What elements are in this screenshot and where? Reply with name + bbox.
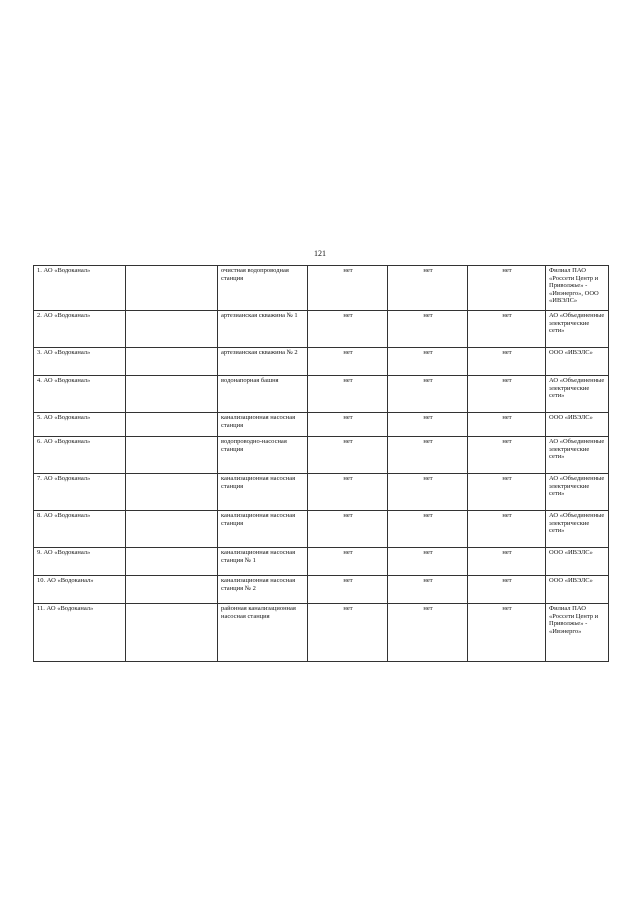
value-cell: нет [308, 604, 388, 662]
org-cell: 3. АО «Водоканал» [34, 348, 126, 376]
org-cell: 10. АО «Водоканал» [34, 576, 126, 604]
value-cell: нет [468, 376, 546, 413]
value-cell: нет [388, 413, 468, 437]
value-cell: нет [388, 576, 468, 604]
consumer-cell: АО «Объединенные электрические сети» [546, 311, 609, 348]
consumer-cell: Филиал ПАО «Россети Центр и Приволжье» - «Ивэнерго» [546, 604, 609, 662]
table-row [34, 511, 609, 548]
object-cell: водопроводно-насосная станция [218, 437, 308, 474]
empty-cell [126, 437, 218, 474]
org-cell: 9. АО «Водоканал» [34, 548, 126, 576]
value-cell: нет [388, 266, 468, 311]
org-cell: 5. АО «Водоканал» [34, 413, 126, 437]
object-cell: канализационная насосная станция [218, 413, 308, 437]
org-cell: 1. АО «Водоканал» [34, 266, 126, 311]
empty-cell [126, 511, 218, 548]
org-cell: 11. АО «Водоканал» [34, 604, 126, 662]
table-row [34, 604, 609, 662]
table-row [34, 548, 609, 576]
data-table [33, 265, 609, 662]
table-row [34, 311, 609, 348]
consumer-cell: АО «Объединенные электрические сети» [546, 376, 609, 413]
value-cell: нет [468, 266, 546, 311]
object-cell: канализационная насосная станция № 2 [218, 576, 308, 604]
empty-cell [126, 348, 218, 376]
object-cell: канализационная насосная станция [218, 511, 308, 548]
value-cell: нет [308, 376, 388, 413]
value-cell: нет [308, 437, 388, 474]
org-cell: 7. АО «Водоканал» [34, 474, 126, 511]
object-cell: водонапорная башня [218, 376, 308, 413]
consumer-cell: АО «Объединенные электрические сети» [546, 511, 609, 548]
value-cell: нет [468, 348, 546, 376]
value-cell: нет [468, 548, 546, 576]
value-cell: нет [468, 311, 546, 348]
value-cell: нет [388, 511, 468, 548]
value-cell: нет [388, 474, 468, 511]
page-number: 121 [314, 249, 326, 258]
table-row [34, 437, 609, 474]
value-cell: нет [308, 413, 388, 437]
value-cell: нет [468, 413, 546, 437]
table-row [34, 576, 609, 604]
empty-cell [126, 548, 218, 576]
consumer-cell: АО «Объединенные электрические сети» [546, 474, 609, 511]
object-cell: очистная водопроводная станция [218, 266, 308, 311]
org-cell: 2. АО «Водоканал» [34, 311, 126, 348]
table-row [34, 474, 609, 511]
empty-cell [126, 376, 218, 413]
table-row [34, 413, 609, 437]
consumer-cell: ООО «ИВЭЛС» [546, 413, 609, 437]
consumer-cell: Филиал ПАО «Россети Центр и Приволжье» - «Ивэнерго», ООО «ИВЭЛС» [546, 266, 609, 311]
object-cell: районная канализационная насосная станция [218, 604, 308, 662]
table-row [34, 266, 609, 311]
value-cell: нет [388, 604, 468, 662]
empty-cell [126, 604, 218, 662]
empty-cell [126, 576, 218, 604]
table-row [34, 376, 609, 413]
value-cell: нет [308, 548, 388, 576]
value-cell: нет [468, 604, 546, 662]
value-cell: нет [308, 576, 388, 604]
object-cell: канализационная насосная станция [218, 474, 308, 511]
consumer-cell: ООО «ИВЭЛС» [546, 576, 609, 604]
value-cell: нет [388, 437, 468, 474]
value-cell: нет [468, 474, 546, 511]
value-cell: нет [468, 437, 546, 474]
object-cell: артезианская скважина № 2 [218, 348, 308, 376]
consumer-cell: ООО «ИВЭЛС» [546, 548, 609, 576]
empty-cell [126, 413, 218, 437]
value-cell: нет [468, 576, 546, 604]
object-cell: артезианская скважина № 1 [218, 311, 308, 348]
table-row [34, 348, 609, 376]
value-cell: нет [308, 474, 388, 511]
value-cell: нет [388, 348, 468, 376]
value-cell: нет [308, 311, 388, 348]
value-cell: нет [308, 511, 388, 548]
empty-cell [126, 474, 218, 511]
empty-cell [126, 266, 218, 311]
value-cell: нет [468, 511, 546, 548]
org-cell: 8. АО «Водоканал» [34, 511, 126, 548]
empty-cell [126, 311, 218, 348]
value-cell: нет [388, 311, 468, 348]
org-cell: 4. АО «Водоканал» [34, 376, 126, 413]
value-cell: нет [388, 548, 468, 576]
org-cell: 6. АО «Водоканал» [34, 437, 126, 474]
value-cell: нет [308, 266, 388, 311]
value-cell: нет [388, 376, 468, 413]
consumer-cell: ООО «ИВЭЛС» [546, 348, 609, 376]
value-cell: нет [308, 348, 388, 376]
object-cell: канализационная насосная станция № 1 [218, 548, 308, 576]
consumer-cell: АО «Объединенные электрические сети» [546, 437, 609, 474]
